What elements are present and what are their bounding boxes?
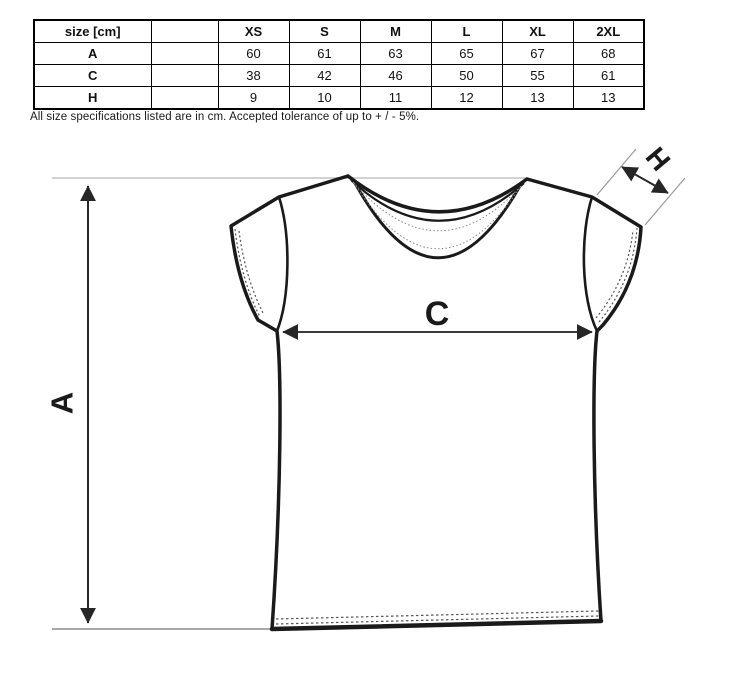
value-cell: 46 [360,65,431,87]
bottom-stitch-upper [276,611,599,619]
value-cell: 63 [360,43,431,65]
chest-dimension-label: C [424,295,450,333]
value-cell: 13 [502,87,573,110]
value-cell: 9 [218,87,289,110]
corner-label: size [cm] [34,20,151,43]
value-cell: 42 [289,65,360,87]
tshirt-outline [231,176,641,629]
value-cell: 65 [431,43,502,65]
value-cell: 13 [573,87,644,110]
value-cell: 10 [289,87,360,110]
neckband-stipple-upper [353,182,522,231]
column-header-m: M [360,20,431,43]
height-dimension-label: A [44,391,80,415]
sleeve-stitch-right-inner [596,230,633,318]
value-cell: 60 [218,43,289,65]
column-header-2xl: 2XL [573,20,644,43]
sleeve-extension-line-lower [645,178,685,225]
row-label-a: A [34,43,151,65]
sleeve-stitch-left-inner [239,231,263,313]
value-cell: 61 [289,43,360,65]
column-header-xl: XL [502,20,573,43]
armhole-seam-right [584,197,597,331]
value-cell: 38 [218,65,289,87]
sleeve-dimension-label: H [639,141,677,177]
value-cell: 55 [502,65,573,87]
row-label-c: C [34,65,151,87]
column-header-l: L [431,20,502,43]
value-cell: 68 [573,43,644,65]
bottom-hem-line [272,621,601,629]
column-header-s: S [289,20,360,43]
value-cell: 11 [360,87,431,110]
value-cell: 61 [573,65,644,87]
armhole-seam-left [277,197,287,331]
neckband-stipple-lower [354,183,521,249]
row-label-h: H [34,87,151,110]
dimension-h-arrow [622,167,668,193]
column-header-xs: XS [218,20,289,43]
value-cell: 12 [431,87,502,110]
neckband-seam-curve [351,180,524,221]
tolerance-note: All size specifications listed are in cm. Accepted tolerance of up to + / - 5%. [30,111,420,123]
value-cell: 50 [431,65,502,87]
value-cell: 67 [502,43,573,65]
